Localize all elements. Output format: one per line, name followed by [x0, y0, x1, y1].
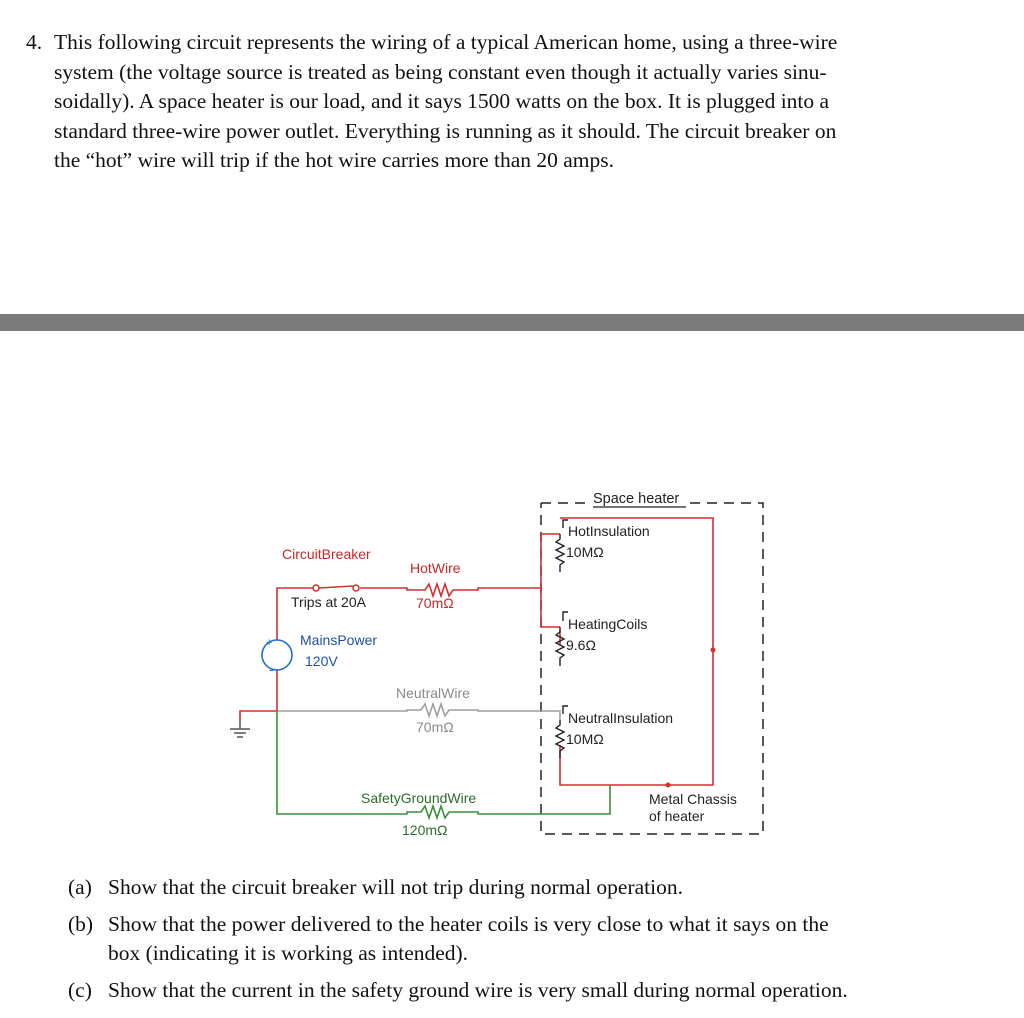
metal-chassis-label: Metal Chassis — [649, 791, 737, 807]
question-text: box (indicating it is working as intended). — [108, 941, 469, 965]
question-text: Show that the circuit breaker will not trip during normal operation. — [108, 875, 683, 899]
neutral-insulation-name: NeutralInsulation — [568, 710, 674, 726]
svg-text:-: - — [269, 661, 274, 677]
problem-line: system (the voltage source is treated as being constant even though it actually varies sinu- — [54, 59, 827, 84]
question-label: (c) — [68, 977, 92, 1002]
space-heater-label: Space heater — [593, 491, 680, 507]
circuit-breaker-name: CircuitBreaker — [282, 546, 371, 562]
problem-line: the “hot” wire will trip if the hot wire carries more than 20 amps. — [54, 148, 615, 172]
problem-statement — [26, 28, 966, 176]
metal-chassis-label-line2: of heater — [649, 808, 705, 824]
mains-power-name: MainsPower — [300, 632, 378, 648]
heating-coils-value: 9.6Ω — [566, 637, 596, 653]
question-list — [68, 873, 958, 1012]
question-item — [68, 910, 958, 969]
svg-text:+: + — [266, 637, 273, 649]
question-label: (a) — [68, 875, 92, 899]
question-item — [68, 873, 958, 903]
hot-wire-value: 70mΩ — [416, 595, 454, 611]
circuit-breaker-rating: Trips at 20A — [291, 594, 366, 610]
neutral-wire-name: NeutralWire — [396, 685, 470, 701]
mains-power-value: 120V — [305, 653, 338, 669]
safety-ground-name: SafetyGroundWire — [361, 790, 477, 806]
hot-insulation-name: HotInsulation — [568, 523, 650, 539]
problem-line: standard three-wire power outlet. Everything is running as it should. The circuit breaker on — [54, 118, 837, 143]
hot-wire-name: HotWire — [410, 560, 461, 576]
earth-ground-symbol — [230, 720, 250, 737]
safety-ground-value: 120mΩ — [402, 822, 448, 838]
question-label: (b) — [68, 911, 94, 936]
neutral-wire — [277, 704, 560, 720]
problem-line: soidally). A space heater is our load, and it says 1500 watts on the box. It is plugged into a — [54, 89, 830, 113]
problem-line: This following circuit represents the wiring of a typical American home, using a three-wire — [54, 30, 838, 54]
problem-number: 4. — [26, 30, 43, 54]
section-divider — [0, 314, 1024, 331]
circuit-diagram — [0, 480, 1024, 850]
question-text: Show that the power delivered to the heater coils is very close to what it says on the — [108, 911, 829, 936]
problem-text — [54, 28, 966, 176]
question-text: Show that the current in the safety ground wire is very small during normal operation. — [108, 977, 848, 1002]
neutral-wire-value: 70mΩ — [416, 719, 454, 735]
heating-coils-name: HeatingCoils — [568, 616, 648, 632]
question-item — [68, 976, 958, 1006]
neutral-insulation-value: 10MΩ — [566, 731, 604, 747]
hot-insulation-value: 10MΩ — [566, 544, 604, 560]
